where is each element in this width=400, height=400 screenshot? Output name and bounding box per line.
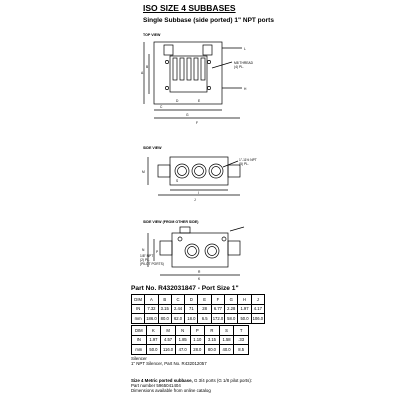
other-side-view-label: SIDE VIEW (FROM OTHER SIDE) — [143, 220, 199, 224]
port-circle — [205, 244, 219, 258]
port-slot — [194, 58, 198, 80]
mounting-hole — [165, 86, 168, 89]
dim-letter-j: J — [194, 198, 196, 202]
thread-callout-line2: (4) PL. — [234, 65, 244, 69]
table-cell: DIM — [132, 326, 147, 336]
other-side-body — [172, 233, 228, 267]
table-cell: M — [161, 326, 176, 336]
page-title: ISO SIZE 4 SUBBASES — [143, 3, 236, 13]
table-cell: N — [175, 326, 190, 336]
table-cell: IN — [132, 304, 145, 314]
dim-letter-g: G — [186, 113, 189, 117]
port-slot — [201, 58, 205, 80]
table-cell: 1.85 — [175, 335, 190, 345]
table-cell: 18.0 — [185, 314, 198, 324]
table-cell: A — [145, 295, 158, 305]
table-cell: 186.0 — [145, 314, 158, 324]
table-cell: C — [171, 295, 184, 305]
table-cell: .33 — [234, 335, 249, 345]
port-circle — [209, 164, 223, 178]
table-cell: 116.0 — [161, 345, 176, 355]
dim-letter-a: A — [141, 71, 144, 75]
port-circle — [175, 164, 189, 178]
dim-letter-i: I — [198, 191, 199, 195]
dim-letter-m: M — [142, 170, 145, 174]
mounting-hole — [165, 60, 168, 63]
table-cell: 28 — [198, 304, 211, 314]
table-cell: H — [238, 295, 251, 305]
pilot-port — [178, 237, 182, 241]
table-cell: 106.0 — [251, 314, 264, 324]
table-cell: 1.97 — [146, 335, 161, 345]
table-cell: K — [146, 326, 161, 336]
table-cell: IN — [132, 335, 147, 345]
table-cell: 62.0 — [171, 314, 184, 324]
table-cell: 7.32 — [145, 304, 158, 314]
port-slot — [180, 58, 184, 80]
top-view-drawing — [140, 38, 260, 136]
pilot-port — [222, 237, 226, 241]
table-cell: 2.44 — [171, 304, 184, 314]
table-cell: 6.77 — [211, 304, 224, 314]
top-view-pad — [170, 56, 207, 92]
metric-note: Dimensions available from online catalog — [131, 388, 211, 394]
table-cell: E — [198, 295, 211, 305]
dim-letter-c: C — [160, 105, 163, 109]
pilot-callout-line1: 1/8" NPT — [140, 254, 154, 258]
table-cell: J — [251, 295, 264, 305]
metric-block — [131, 378, 252, 394]
port-slot — [187, 58, 191, 80]
part-number-heading: Part No. R432031847 - Port Size 1" — [131, 285, 239, 292]
dim-letter-r: R — [198, 270, 201, 274]
table-cell: 40.0 — [219, 345, 234, 355]
silencer-heading: Silencer — [131, 356, 147, 361]
mounting-hole — [207, 60, 210, 63]
side-view-drawing — [140, 151, 260, 207]
port-circle — [192, 164, 206, 178]
table-cell: 8.5 — [234, 345, 249, 355]
mounting-hole — [207, 86, 210, 89]
dimension-table-1 — [131, 294, 265, 324]
table-row — [132, 304, 265, 314]
table-cell: S — [219, 326, 234, 336]
table-cell: R — [205, 326, 220, 336]
dim-letter-k: K — [198, 277, 201, 281]
side-view-label: SIDE VIEW — [143, 146, 162, 150]
table-cell: 1.97 — [238, 304, 251, 314]
table-cell: F — [211, 295, 224, 305]
table-cell: 1.58 — [219, 335, 234, 345]
silencer-line: 1" NPT Silencer, Part No. R432012057 — [131, 361, 207, 367]
table-cell: 28.0 — [190, 345, 205, 355]
table-cell: 50.0 — [146, 345, 161, 355]
dim-letter-n: N — [142, 248, 145, 252]
table-header-row — [132, 295, 265, 305]
dim-letter-b: B — [146, 65, 149, 69]
table-cell: P — [190, 326, 205, 336]
dim-letter-h: H — [244, 87, 247, 91]
metric-heading: Size 4 Metric ported subbase, — [131, 378, 193, 383]
silencer-block — [131, 356, 207, 366]
page-subtitle: Single Subbase (side ported) 1" NPT ports — [143, 17, 274, 24]
table-cell: 1.10 — [190, 335, 205, 345]
table-cell: 172.0 — [211, 314, 224, 324]
pilot-callout-line3: (PILOT PORTS) — [140, 262, 164, 266]
port-slot — [173, 58, 177, 80]
table-row — [132, 335, 249, 345]
port-circle — [185, 244, 199, 258]
table-cell: 3.15 — [205, 335, 220, 345]
metric-part-number: Part number 5965041404 — [131, 383, 181, 389]
table-cell: 71 — [185, 304, 198, 314]
table-cell: 80.0 — [158, 314, 171, 324]
dim-letter-e: E — [198, 99, 201, 103]
table-cell: D — [185, 295, 198, 305]
npt-callout-line1: 1"-11½ NPT — [239, 158, 257, 162]
other-side-view-drawing — [140, 225, 260, 283]
table-cell: B — [158, 295, 171, 305]
table-cell: 58.0 — [225, 314, 238, 324]
table-cell: 50.0 — [238, 314, 251, 324]
table-row — [132, 314, 265, 324]
dim-letter-f: F — [196, 121, 199, 125]
table-cell: DIM — [132, 295, 145, 305]
table-cell: 3.15 — [158, 304, 171, 314]
thread-callout-line1: M8 THREAD — [234, 61, 253, 65]
pilot-callout-line2: (2) PL. — [140, 258, 150, 262]
table-cell: 4.17 — [251, 304, 264, 314]
side-view-body — [170, 157, 228, 185]
table-cell: 80.0 — [205, 345, 220, 355]
table-cell: G — [225, 295, 238, 305]
table-cell: 6.5 — [198, 314, 211, 324]
dim-letter-d: D — [176, 99, 179, 103]
top-view-label: TOP VIEW — [143, 33, 161, 37]
dim-letter-l: L — [244, 47, 246, 51]
dimension-table-2 — [131, 325, 249, 355]
table-row — [132, 345, 249, 355]
table-cell: 2.28 — [225, 304, 238, 314]
metric-heading-rest: G 3/4 ports (G 1/8 pilot ports): — [192, 378, 253, 383]
npt-callout-line2: (5) PL. — [239, 162, 249, 166]
dim-letter-p: P — [156, 250, 159, 254]
table-cell: 47.0 — [175, 345, 190, 355]
table-cell: T — [234, 326, 249, 336]
table-cell: mm — [132, 345, 147, 355]
table-cell: mm — [132, 314, 145, 324]
dim-letter-s: S — [176, 179, 179, 183]
table-cell: 4.57 — [161, 335, 176, 345]
table-header-row — [132, 326, 249, 336]
